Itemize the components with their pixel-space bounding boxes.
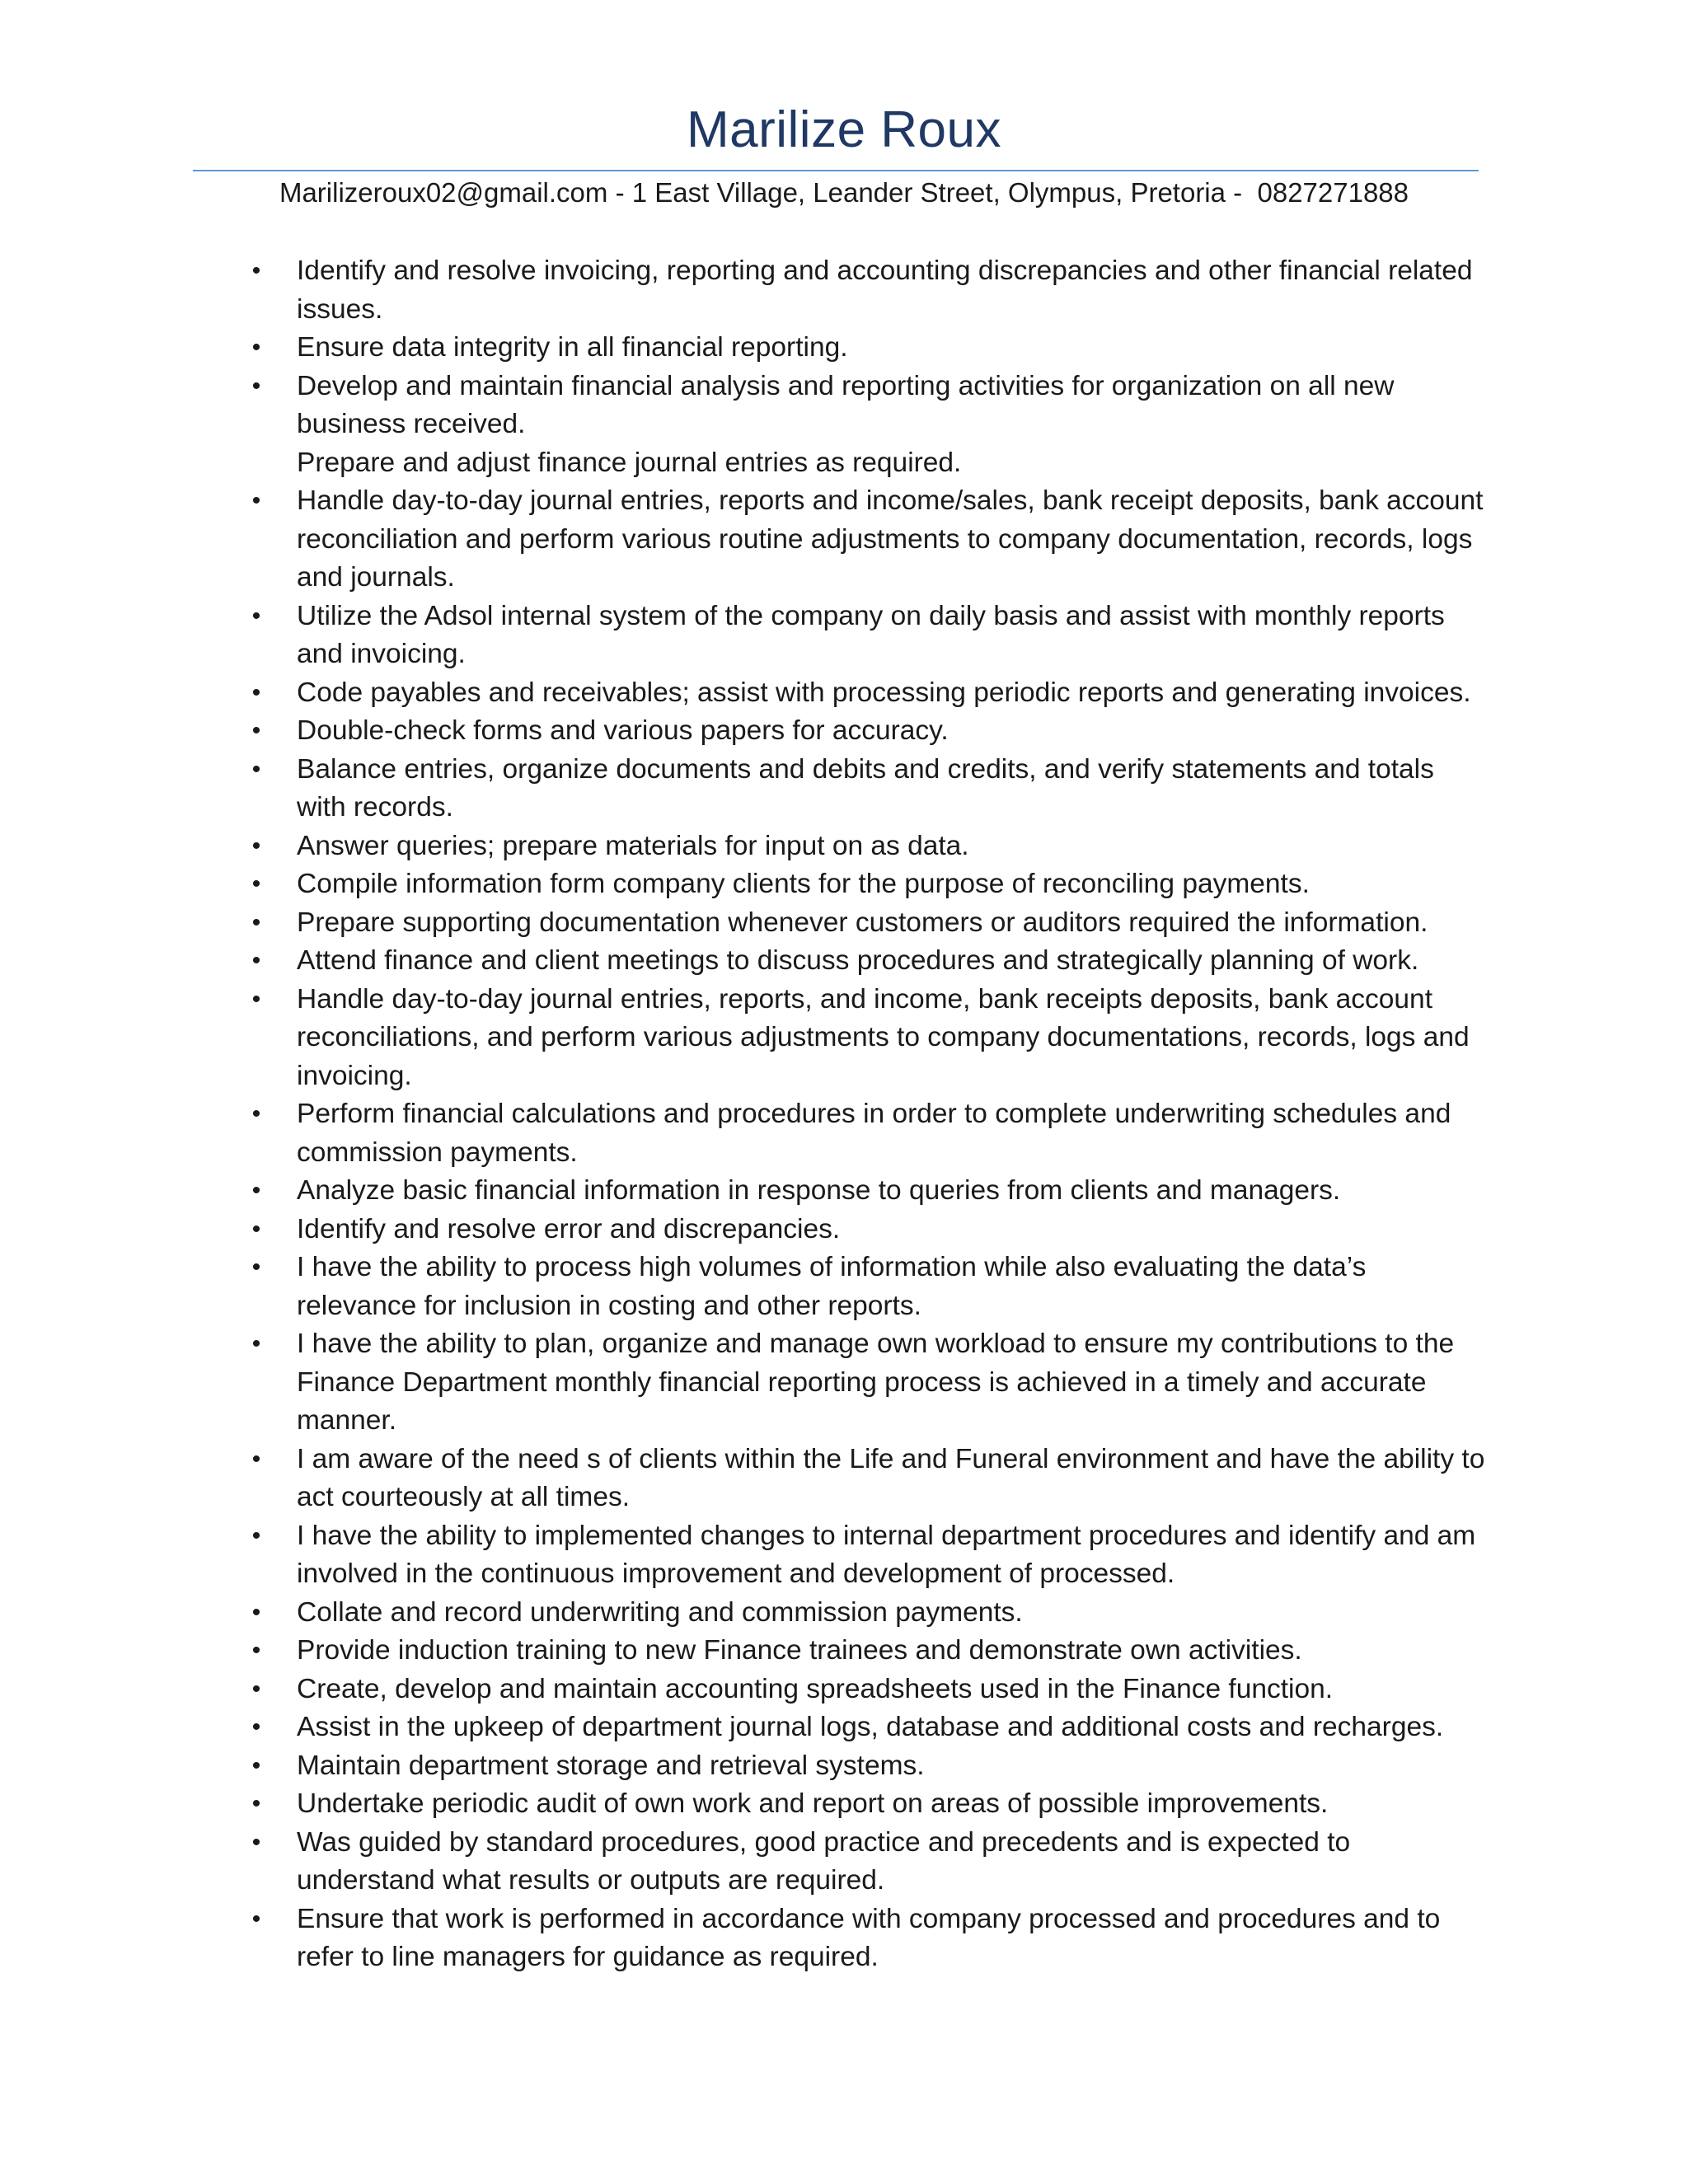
bullet-icon: • — [251, 257, 261, 284]
duty-list-item — [0, 712, 1688, 751]
bullet-icon: • — [251, 908, 261, 936]
duty-list-item — [0, 368, 1688, 444]
duty-list-item — [0, 444, 1688, 483]
bullet-icon: • — [251, 1215, 261, 1243]
duty-list-item — [0, 482, 1688, 598]
duties-list — [0, 252, 1688, 1977]
duty-list-item — [0, 751, 1688, 827]
bullet-icon: • — [251, 1751, 261, 1779]
duty-list-item — [0, 1824, 1688, 1900]
duty-text: Perform financial calculations and procedures in order to complete underwriting schedules and commission payments. — [297, 1099, 1451, 1168]
duty-text: Develop and maintain financial analysis and reporting activities for organization on all new business received. — [297, 370, 1395, 439]
duty-text: Create, develop and maintain accounting spreadsheets used in the Finance function. — [297, 1673, 1334, 1704]
duty-list-item — [0, 252, 1688, 329]
duty-text: Handle day-to-day journal entries, reports, and income, bank receipts deposits, bank account reconciliations, and perform various adjustments to company documentations, records, logs and invoicing. — [297, 983, 1470, 1091]
duty-list-item — [0, 1671, 1688, 1709]
duty-list-item — [0, 1785, 1688, 1824]
bullet-icon: • — [251, 1100, 261, 1127]
duty-list-item — [0, 1747, 1688, 1786]
duty-text: Undertake periodic audit of own work and report on areas of possible improvements. — [297, 1788, 1329, 1819]
duty-text: Ensure that work is performed in accordance with company processed and procedures and to refer to line managers for guidance as required. — [297, 1903, 1441, 1972]
duty-list-item — [0, 1095, 1688, 1172]
duty-text: I am aware of the need s of clients within the Life and Funeral environment and have the ability to act courteously at all times. — [297, 1443, 1485, 1512]
duty-text: Ensure data integrity in all financial reporting. — [297, 332, 848, 363]
bullet-icon: • — [251, 1521, 261, 1549]
bullet-icon: • — [251, 602, 261, 630]
bullet-icon: • — [251, 755, 261, 783]
header-divider — [193, 170, 1479, 171]
candidate-name: Marilize Roux — [686, 101, 1002, 158]
bullet-icon: • — [251, 487, 261, 514]
duty-text: Maintain department storage and retrieval systems. — [297, 1750, 925, 1781]
duty-text: Answer queries; prepare materials for input on as data. — [297, 830, 969, 861]
duty-text: I have the ability to implemented changes to internal department procedures and identify and am involved in the continuous improvement and development of processed. — [297, 1520, 1476, 1589]
contact-details: Marilizeroux02@gmail.com - 1 East Village, Leander Street, Olympus, Pretoria - 0827271888 — [279, 177, 1409, 208]
bullet-icon: • — [251, 947, 261, 974]
duty-list-item — [0, 674, 1688, 713]
duty-text: Provide induction training to new Finance trainees and demonstrate own activities. — [297, 1635, 1302, 1666]
duty-text: Double-check forms and various papers for accuracy. — [297, 715, 949, 746]
bullet-icon: • — [251, 832, 261, 860]
bullet-icon: • — [251, 334, 261, 361]
duty-list-item — [0, 1172, 1688, 1211]
bullet-icon: • — [251, 717, 261, 744]
bullet-icon: • — [251, 1790, 261, 1817]
duty-list-item — [0, 942, 1688, 981]
duty-text: Utilize the Adsol internal system of the company on daily basis and assist with monthly reports and invoicing. — [297, 600, 1445, 669]
duty-text: Code payables and receivables; assist with processing periodic reports and generating invoices. — [297, 677, 1471, 708]
duty-text: Identify and resolve invoicing, reporting and accounting discrepancies and other financial related issues. — [297, 255, 1473, 325]
duty-text: I have the ability to plan, organize and manage own workload to ensure my contributions to the Finance Department monthly financial reporting process is achieved in a timely and accurate manner. — [297, 1329, 1455, 1436]
duty-text: Assist in the upkeep of department journal logs, database and additional costs and recharges. — [297, 1712, 1444, 1742]
duty-text: Compile information form company clients for the purpose of reconciling payments. — [297, 869, 1310, 899]
duty-text: Balance entries, organize documents and debits and credits, and verify statements and totals with records. — [297, 753, 1434, 823]
duty-list-item — [0, 1708, 1688, 1747]
duty-text: Collate and record underwriting and commission payments. — [297, 1596, 1023, 1628]
duty-list-item — [0, 827, 1688, 866]
duty-text: Prepare supporting documentation whenever customers or auditors required the information. — [297, 907, 1428, 938]
bullet-icon: • — [251, 1637, 261, 1664]
bullet-icon: • — [251, 1254, 261, 1281]
bullet-icon: • — [251, 1330, 261, 1357]
duty-list-item — [0, 904, 1688, 943]
duty-list-item — [0, 865, 1688, 904]
duty-list-item — [0, 329, 1688, 368]
bullet-icon: • — [251, 1177, 261, 1204]
duty-list-item — [0, 1441, 1688, 1517]
bullet-icon: • — [251, 678, 261, 706]
duty-list-item — [0, 1900, 1688, 1977]
duty-list-item — [0, 1249, 1688, 1325]
duty-text: Was guided by standard procedures, good practice and precedents and is expected to understand what results or outputs are required. — [297, 1826, 1351, 1896]
duty-list-item — [0, 1632, 1688, 1671]
bullet-icon: • — [251, 985, 261, 1013]
bullet-icon: • — [251, 1675, 261, 1703]
bullet-icon: • — [251, 1445, 261, 1473]
bullet-icon: • — [251, 1828, 261, 1856]
duty-text: Attend finance and client meetings to discuss procedures and strategically planning of work. — [297, 945, 1419, 976]
duty-list-item — [0, 1211, 1688, 1249]
duty-text: Handle day-to-day journal entries, reports and income/sales, bank receipt deposits, bank account reconciliation and perform various routine adjustments to company documentation, records, logs and journals. — [297, 485, 1484, 593]
duty-list-item — [0, 1325, 1688, 1441]
duty-list-item — [0, 1594, 1688, 1633]
duty-list-item — [0, 598, 1688, 674]
bullet-icon: • — [251, 870, 261, 898]
bullet-icon: • — [251, 1598, 261, 1626]
bullet-icon: • — [251, 1713, 261, 1741]
duty-list-item — [0, 981, 1688, 1096]
duty-text: Analyze basic financial information in response to queries from clients and managers. — [297, 1175, 1341, 1206]
duty-list-item — [0, 1517, 1688, 1594]
duty-text: I have the ability to process high volumes of information while also evaluating the data’s relevance for inclusion in costing and other reports. — [297, 1252, 1367, 1321]
duty-text: Prepare and adjust finance journal entries as required. — [297, 447, 962, 478]
bullet-icon: • — [251, 1905, 261, 1933]
bullet-icon: • — [251, 372, 261, 400]
duty-text: Identify and resolve error and discrepancies. — [297, 1213, 841, 1244]
